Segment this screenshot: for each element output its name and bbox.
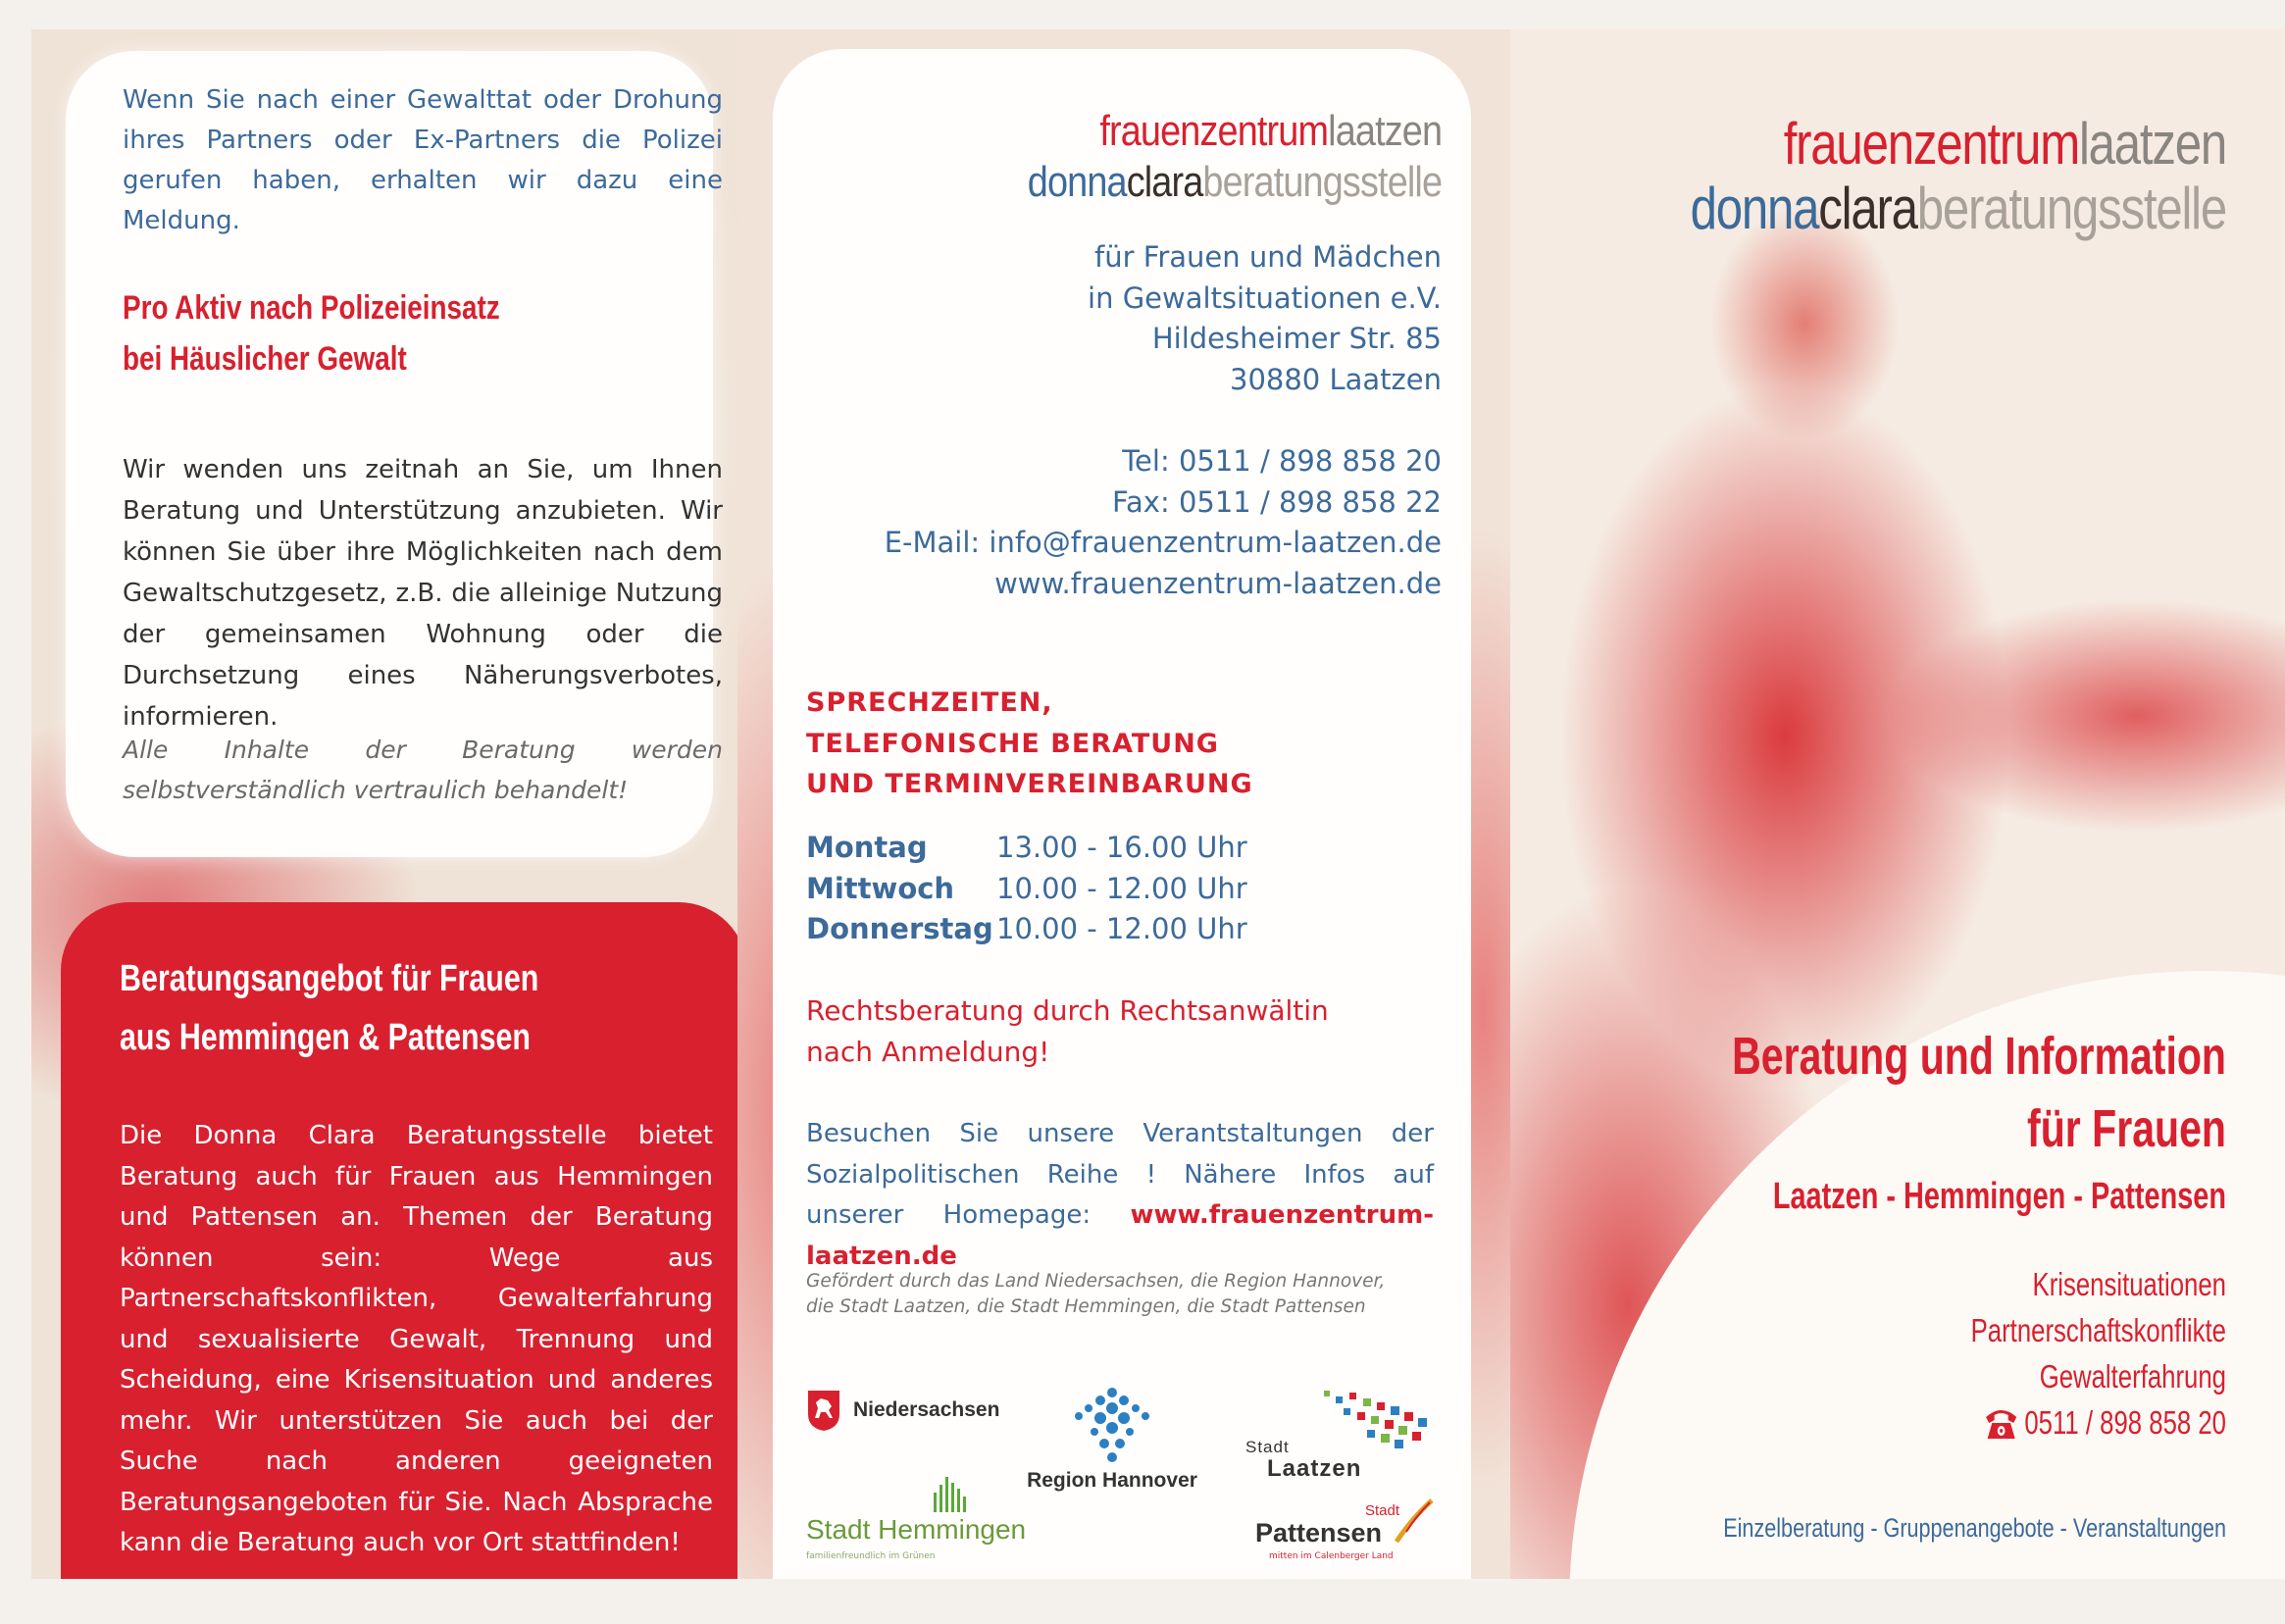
offer-body: Die Donna Clara Beratungsstelle bietet Beratung auch für Frauen aus Hemmingen und Pattensen an. Themen der Beratung können sein: Wege aus Partnerschaftskonflikten, Gewalterfahrung und sexualisierte Gewalt, Trennung und Scheidung, eine Krisensituation und anderes mehr. Wir unterstützen Sie auch bei der Suche nach anderen geeigneten Beratungsangeboten für Sie. Nach Absprache kann die Beratung auch vor Ort stattfinden! bbox=[120, 1121, 713, 1557]
address-line: 30880 Laatzen bbox=[1230, 362, 1442, 396]
region-dots-icon bbox=[1065, 1383, 1159, 1465]
left-panel bbox=[31, 29, 737, 1579]
cover-brand-frauenzentrum: frauenzentrum bbox=[1783, 111, 2079, 177]
cover-brand-logo bbox=[1540, 112, 2226, 241]
funding-line1: Gefördert durch das Land Niedersachsen, die Region Hannover, bbox=[806, 1271, 1386, 1292]
brand-laatzen: laatzen bbox=[1327, 107, 1442, 155]
proactive-heading-line2: bei Häuslicher Gewalt bbox=[123, 340, 407, 378]
hemmingen-tagline: familienfreundlich im Grünen bbox=[806, 1551, 936, 1561]
cover-places: Laatzen - Hemmingen - Pattensen bbox=[1772, 1176, 2226, 1217]
hours-heading bbox=[806, 683, 1253, 805]
address-line: für Frauen und Mädchen bbox=[1094, 240, 1442, 274]
intro-text: Wenn Sie nach einer Gewalttat oder Drohung ihres Partners oder Ex-Partners die Polizei gerufen haben, erhalten wir dazu eine Meldung. bbox=[123, 85, 723, 235]
funding-note bbox=[806, 1269, 1385, 1320]
brand-clara: clara bbox=[1126, 158, 1203, 206]
phone-number: Tel: 0511 / 898 858 20 bbox=[1122, 444, 1442, 478]
hours-time: 10.00 - 12.00 Uhr bbox=[996, 912, 1247, 945]
horse-crest-icon bbox=[806, 1389, 841, 1432]
hours-time: 13.00 - 16.00 Uhr bbox=[996, 831, 1247, 864]
hours-row bbox=[806, 869, 1247, 910]
brand-frauenzentrum: frauenzentrum bbox=[1099, 107, 1328, 155]
sponsor-logos bbox=[806, 1389, 1453, 1575]
pattensen-name-label: Pattensen bbox=[1255, 1518, 1383, 1548]
pattensen-stadt-label: Stadt bbox=[1365, 1502, 1400, 1519]
offer-heading-line1: Beratungsangebot für Frauen bbox=[120, 958, 539, 999]
cover-title-block bbox=[1540, 1020, 2226, 1226]
brand-logo bbox=[960, 106, 1442, 208]
legal-advice bbox=[806, 990, 1329, 1072]
hemmingen-bars-icon bbox=[930, 1475, 969, 1514]
cover-footer bbox=[1540, 1510, 2226, 1546]
proactive-body: Wir wenden uns zeitnah an Sie, um Ihnen Beratung und Unterstützung anzubieten. Wir können Sie über ihre Möglichkeiten nach dem Gewaltschutzgesetz, z.B. die alleinige Nutzung der gemeinsamen Wohnung oder die Durchsetzung eines Näherungsverbotes, informieren. bbox=[123, 455, 723, 732]
offer-heading-line2: aus Hemmingen & Pattensen bbox=[120, 1017, 531, 1058]
niedersachsen-label: Niedersachsen bbox=[853, 1398, 1000, 1421]
logo-stadt-pattensen bbox=[1255, 1498, 1451, 1577]
events-text: Besuchen Sie unsere Verantstaltungen der Sozialpolitischen Reihe ! Nähere Infos auf unserer Homepage: bbox=[806, 1119, 1434, 1230]
brand-beratungsstelle: beratungsstelle bbox=[1202, 158, 1442, 206]
topic-item: Gewalterfahrung bbox=[2039, 1358, 2226, 1395]
cover-footer-text: Einzelberatung - Gruppenangebote - Veranstaltungen bbox=[1723, 1513, 2226, 1543]
cover-phone-number: 0511 / 898 858 20 bbox=[2024, 1404, 2226, 1441]
hours-row bbox=[806, 828, 1247, 869]
cover-title-line1: Beratung und Information bbox=[1732, 1027, 2226, 1086]
topic-item: Krisensituationen bbox=[2032, 1266, 2226, 1302]
legal-advice-line1: Rechtsberatung durch Rechtsanwältin bbox=[806, 994, 1329, 1027]
cover-title-line2: für Frauen bbox=[2027, 1099, 2226, 1158]
info-card bbox=[66, 51, 723, 857]
offer-card bbox=[61, 902, 737, 1579]
website-link[interactable]: www.frauenzentrum-laatzen.de bbox=[994, 566, 1442, 600]
cover-phone bbox=[1767, 1399, 2226, 1446]
logo-stadt-laatzen bbox=[1245, 1389, 1442, 1497]
contact-card bbox=[773, 49, 1471, 1579]
cover-panel bbox=[1510, 29, 2285, 1579]
funding-line2: die Stadt Laatzen, die Stadt Hemmingen, die Stadt Pattensen bbox=[806, 1296, 1366, 1317]
proactive-heading-line1: Pro Aktiv nach Polizeieinsatz bbox=[123, 289, 500, 327]
hours-day: Montag bbox=[806, 831, 928, 864]
cover-brand-clara: clara bbox=[1818, 176, 1917, 241]
cover-brand-donna: donna bbox=[1690, 176, 1819, 241]
homepage-link[interactable]: www.frauenzentrum-laatzen.de bbox=[806, 1200, 1434, 1271]
telephone-icon bbox=[1983, 1405, 2019, 1441]
cover-topics bbox=[1638, 1261, 2226, 1446]
confidential-note: Alle Inhalte der Beratung werden selbstverständlich vertraulich behandelt! bbox=[123, 736, 723, 804]
email-link[interactable]: E-Mail: info@frauenzentrum-laatzen.de bbox=[884, 526, 1442, 559]
hours-heading-line: SPRECHZEITEN, bbox=[806, 687, 1053, 718]
hours-time: 10.00 - 12.00 Uhr bbox=[996, 871, 1247, 905]
fax-number: Fax: 0511 / 898 858 22 bbox=[1112, 484, 1442, 519]
brand-donna: donna bbox=[1027, 158, 1127, 206]
contact-block bbox=[794, 441, 1442, 604]
address-block bbox=[834, 237, 1442, 400]
cover-brand-laatzen: laatzen bbox=[2078, 111, 2226, 177]
hemmingen-label: Stadt Hemmingen bbox=[806, 1514, 1027, 1545]
logo-region-hannover bbox=[1024, 1383, 1200, 1493]
events-note bbox=[806, 1114, 1434, 1277]
hours-day: Donnerstag bbox=[806, 912, 993, 945]
topic-item: Partnerschaftskonflikte bbox=[1970, 1312, 2226, 1348]
address-line: Hildesheimer Str. 85 bbox=[1151, 322, 1442, 355]
laatzen-stadt-label: Stadt bbox=[1245, 1438, 1290, 1456]
middle-panel bbox=[737, 29, 1510, 1579]
legal-advice-line2: nach Anmeldung! bbox=[806, 1035, 1050, 1068]
laatzen-mosaic-icon bbox=[1285, 1389, 1442, 1457]
hours-heading-line: UND TERMINVEREINBARUNG bbox=[806, 769, 1253, 799]
address-line: in Gewaltsituationen e.V. bbox=[1088, 280, 1442, 315]
hours-day: Mittwoch bbox=[806, 871, 955, 905]
cover-brand-beratungsstelle: beratungsstelle bbox=[1916, 176, 2226, 241]
region-hannover-label: Region Hannover bbox=[1027, 1469, 1197, 1492]
logo-niedersachsen bbox=[806, 1389, 999, 1432]
hours-row bbox=[806, 909, 1247, 950]
laatzen-name-label: Laatzen bbox=[1267, 1455, 1362, 1482]
pattensen-tagline: mitten im Calenberger Land bbox=[1269, 1551, 1394, 1561]
hours-heading-line: TELEFONISCHE BERATUNG bbox=[806, 728, 1219, 759]
hours-table bbox=[806, 828, 1247, 950]
